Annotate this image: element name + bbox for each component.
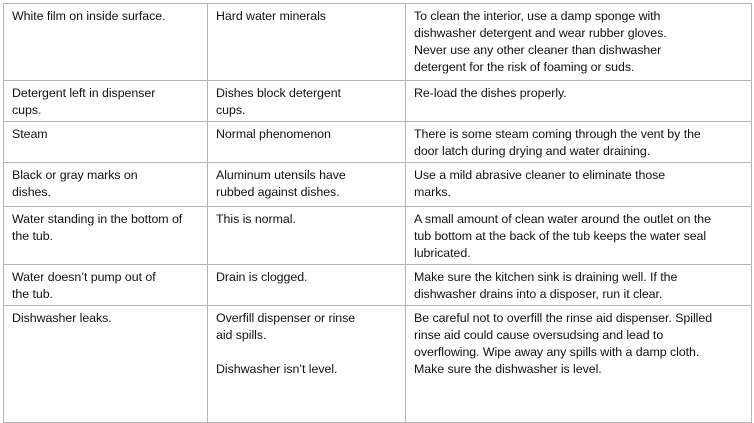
problem-cell (4, 81, 208, 122)
solution-text: Be careful not to overfill the rinse aid dispenser. Spilled (414, 311, 713, 325)
cause-text: Overfill dispenser or rinse (216, 311, 356, 325)
solution-text: rinse aid could cause oversudsing and lead to (414, 328, 664, 342)
cause-text: aid spills. (216, 328, 267, 342)
solution-text: There is some steam coming through the vent by the (414, 127, 701, 141)
cause-text: Dishwasher isn’t level. (216, 362, 338, 376)
solution-text: tub bottom at the back of the tub keeps the water seal (414, 229, 707, 243)
troubleshooting-table (3, 3, 752, 423)
problem-cell (4, 122, 208, 163)
problem-cell (4, 163, 208, 207)
problem-text: Steam (12, 127, 48, 141)
solution-cell (406, 265, 752, 306)
solution-text: To clean the interior, use a damp sponge with (414, 9, 661, 23)
problem-text: Dishwasher leaks. (12, 311, 112, 325)
solution-text: overflowing. Wipe away any spills with a damp cloth. (414, 345, 700, 359)
table-row (4, 122, 752, 163)
cause-cell (208, 207, 406, 265)
problem-text: White film on inside surface. (12, 9, 166, 23)
cause-cell (208, 4, 406, 81)
table-row (4, 306, 752, 423)
cause-cell (208, 265, 406, 306)
solution-text: Make sure the dishwasher is level. (414, 362, 602, 376)
cause-text: This is normal. (216, 212, 296, 226)
problem-text: Water standing in the bottom of (12, 212, 183, 226)
problem-text: the tub. (12, 229, 53, 243)
problem-text: dishes. (12, 185, 51, 199)
problem-cell (4, 265, 208, 306)
solution-text: door latch during drying and water draining. (414, 144, 651, 158)
solution-cell (406, 306, 752, 423)
paragraph-gap (216, 344, 397, 361)
table-row (4, 163, 752, 207)
table-row (4, 81, 752, 122)
table-row (4, 207, 752, 265)
solution-text: A small amount of clean water around the outlet on the (414, 212, 711, 226)
problem-cell (4, 306, 208, 423)
solution-cell (406, 207, 752, 265)
cause-text: Normal phenomenon (216, 127, 331, 141)
solution-cell (406, 122, 752, 163)
solution-text: dishwasher drains into a disposer, run it clear. (414, 287, 663, 301)
cause-text: Drain is clogged. (216, 270, 308, 284)
solution-cell (406, 4, 752, 81)
solution-text: Make sure the kitchen sink is draining well. If the (414, 270, 678, 284)
problem-cell (4, 207, 208, 265)
cause-text: rubbed against dishes. (216, 185, 340, 199)
solution-text: dishwasher detergent and wear rubber gloves. (414, 26, 667, 40)
cause-cell (208, 122, 406, 163)
solution-text: lubricated. (414, 246, 471, 260)
solution-text: Use a mild abrasive cleaner to eliminate those (414, 168, 666, 182)
problem-text: Detergent left in dispenser (12, 86, 156, 100)
solution-cell (406, 163, 752, 207)
cause-cell (208, 163, 406, 207)
cause-text: Dishes block detergent (216, 86, 341, 100)
cause-text: Aluminum utensils have (216, 168, 346, 182)
problem-cell (4, 4, 208, 81)
solution-text: Re-load the dishes properly. (414, 86, 567, 100)
problem-text: cups. (12, 103, 42, 117)
problem-text: the tub. (12, 287, 53, 301)
solution-text: detergent for the risk of foaming or suds. (414, 60, 635, 74)
cause-cell (208, 81, 406, 122)
table-row (4, 4, 752, 81)
solution-cell (406, 81, 752, 122)
solution-text: marks. (414, 185, 451, 199)
table-row (4, 265, 752, 306)
cause-cell (208, 306, 406, 423)
cause-text: cups. (216, 103, 246, 117)
problem-text: Black or gray marks on (12, 168, 138, 182)
problem-text: Water doesn’t pump out of (12, 270, 156, 284)
cause-text: Hard water minerals (216, 9, 326, 23)
solution-text: Never use any other cleaner than dishwasher (414, 43, 662, 57)
